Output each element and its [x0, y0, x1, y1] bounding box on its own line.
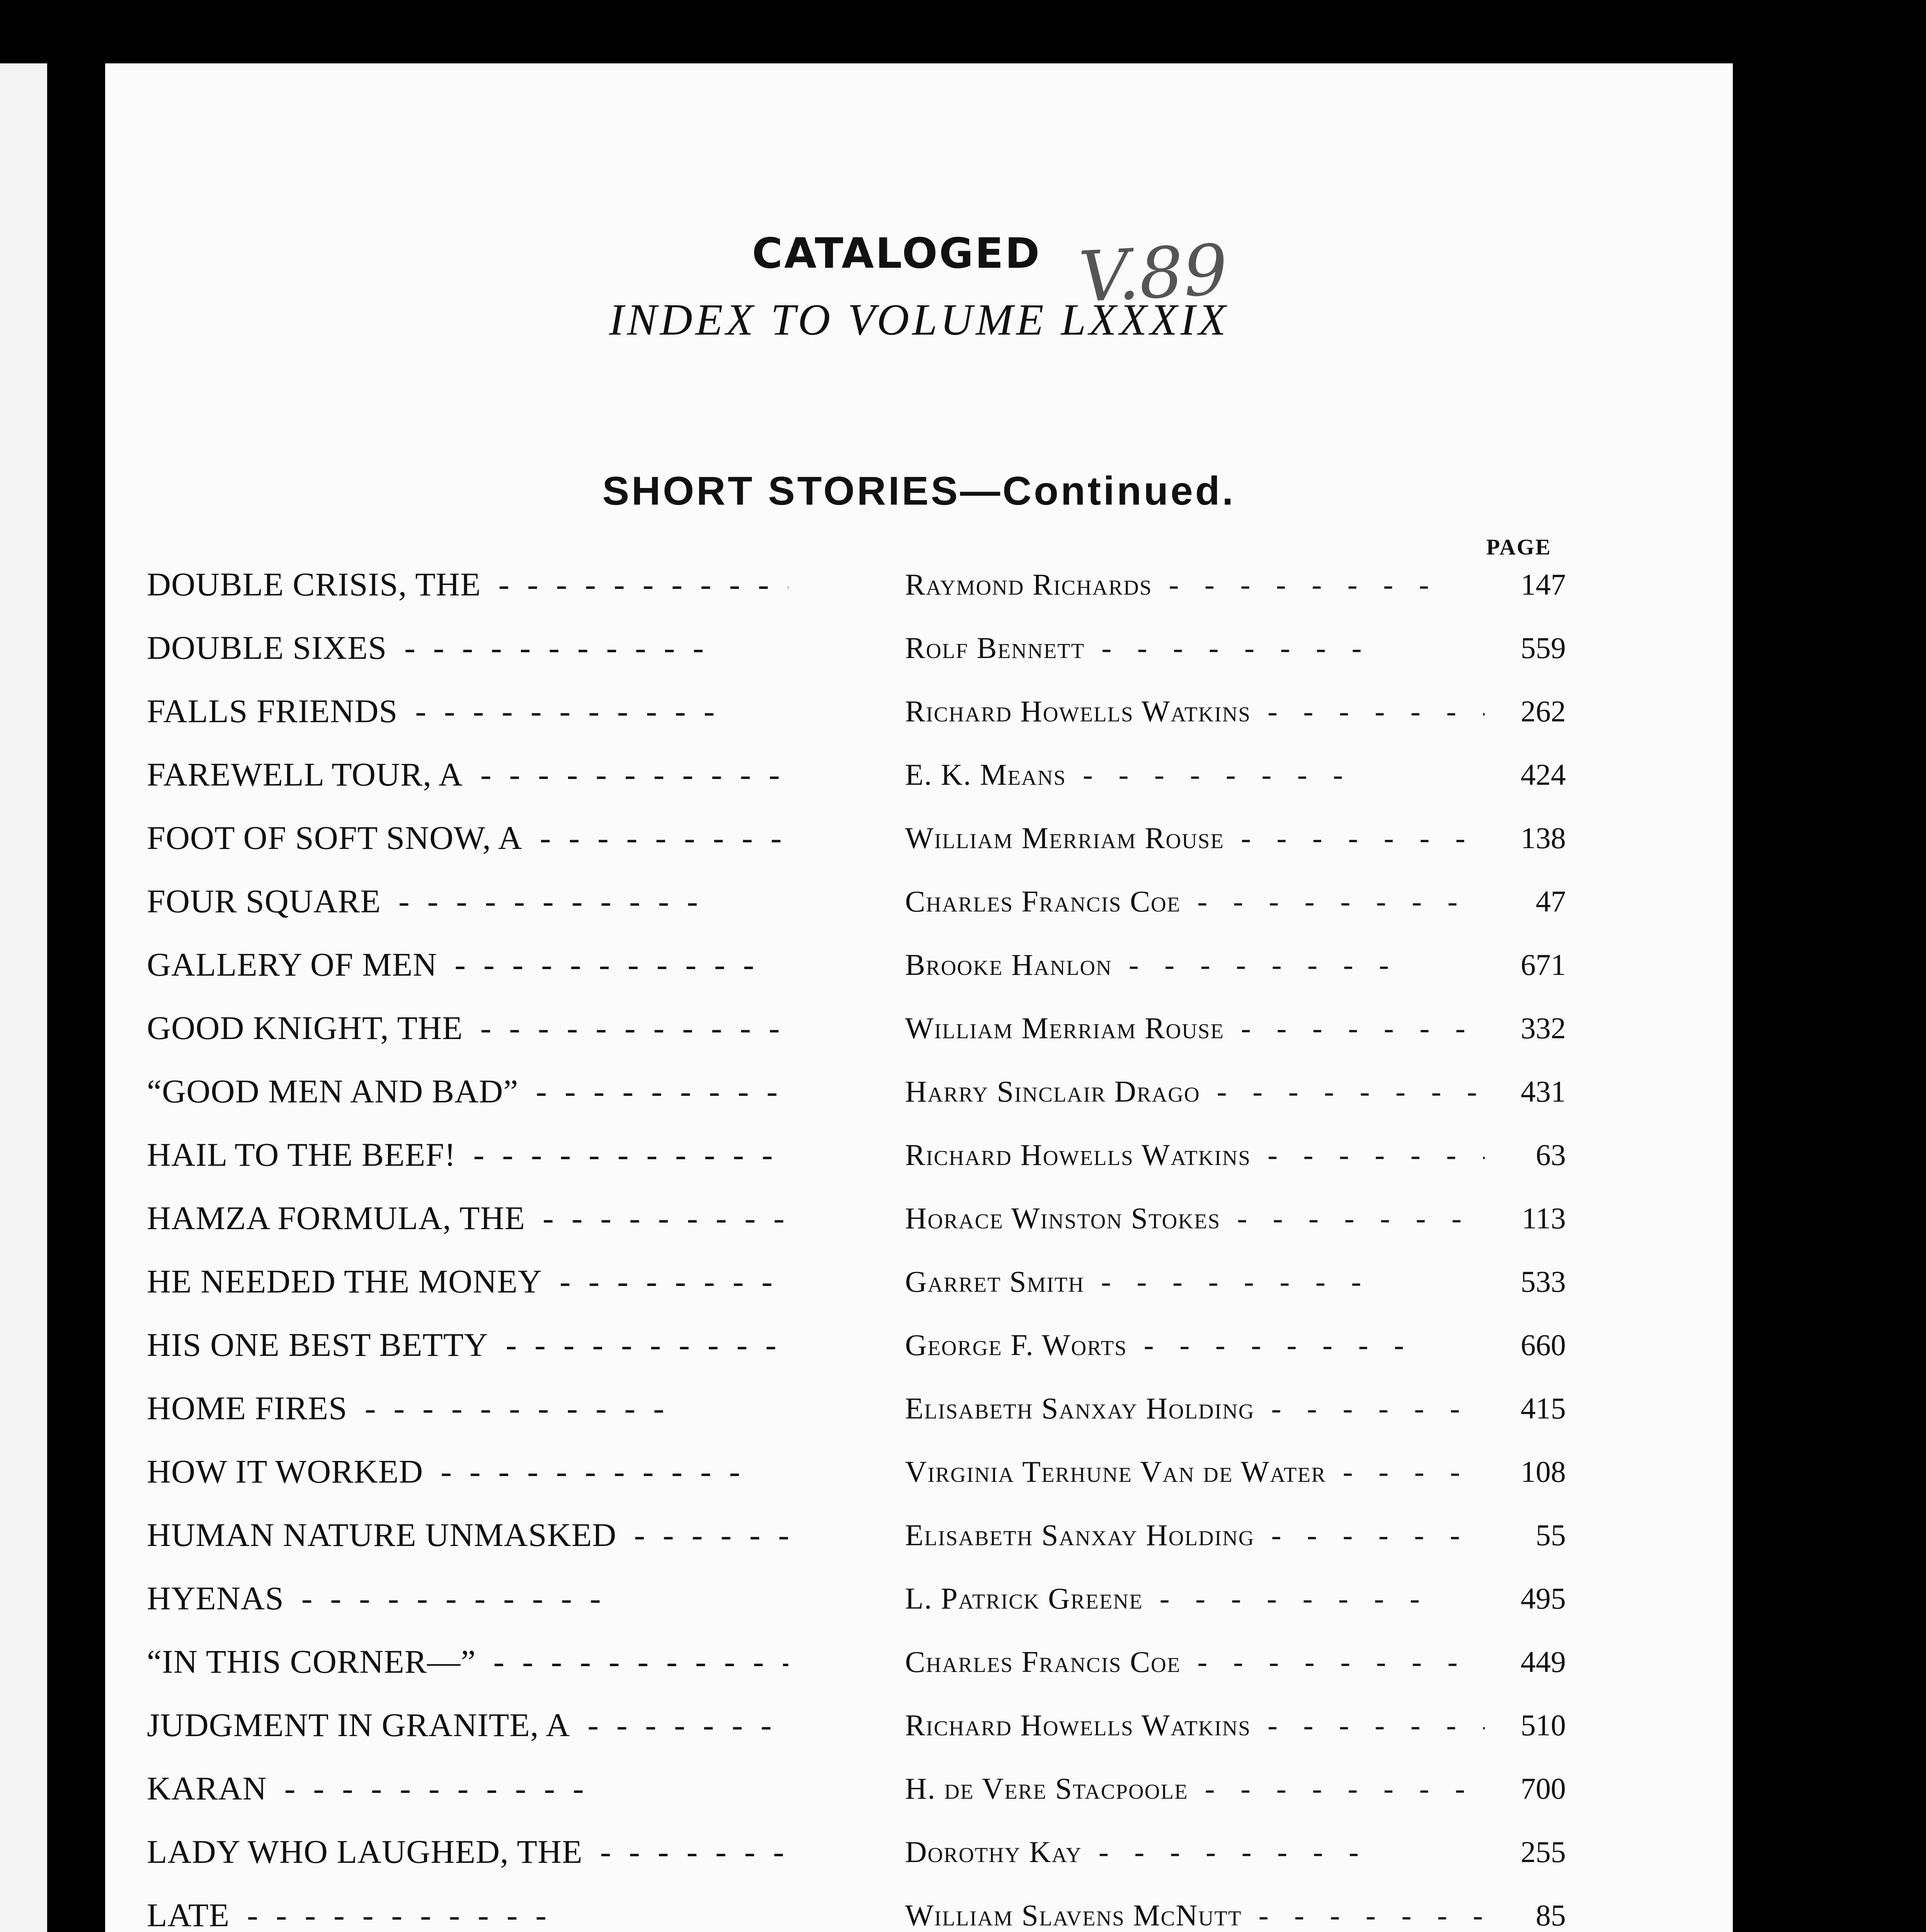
index-entries: [105, 553, 1733, 1932]
story-author: E. K. Means - -: [905, 757, 1485, 792]
story-title: HAMZA FORMULA, THE - -: [147, 1199, 788, 1237]
index-entry: [105, 1757, 1733, 1821]
story-author: William Merriam Rouse - -: [905, 1011, 1485, 1046]
story-author: H. de Vere Stacpoole - -: [905, 1771, 1485, 1806]
index-title: INDEX TO VOLUME LXXXIX: [609, 295, 1229, 345]
index-entry: [105, 743, 1733, 807]
story-page: 138: [1521, 821, 1566, 855]
previous-page-edge: [0, 63, 47, 1932]
story-title: LATE - -: [147, 1896, 788, 1932]
story-author: Richard Howells Watkins - -: [905, 694, 1485, 729]
story-title: FOOT OF SOFT SNOW, A - -: [147, 818, 788, 857]
story-author: Garret Smith - -: [905, 1264, 1485, 1299]
story-title: DOUBLE CRISIS, THE - -: [147, 565, 788, 604]
story-page: 559: [1521, 631, 1566, 665]
index-page: [105, 63, 1733, 1932]
story-title: KARAN - -: [147, 1769, 788, 1808]
story-page: 113: [1521, 1201, 1566, 1235]
story-page: 85: [1536, 1898, 1566, 1932]
index-entry: [105, 807, 1733, 870]
story-page: 55: [1536, 1518, 1566, 1552]
section-title: SHORT STORIES—Continued.: [602, 469, 1236, 514]
index-entry: [105, 1250, 1733, 1314]
story-title: FOUR SQUARE - -: [147, 882, 788, 920]
index-entry: [105, 1377, 1733, 1440]
handwritten-volume-note: V.89: [1077, 230, 1230, 318]
index-entry: [105, 1060, 1733, 1124]
index-entry: [105, 1567, 1733, 1631]
index-entry: [105, 870, 1733, 934]
story-page: 147: [1521, 568, 1566, 601]
story-author: George F. Worts - -: [905, 1328, 1485, 1362]
story-page: 415: [1521, 1391, 1566, 1425]
story-author: Harry Sinclair Drago - -: [905, 1074, 1485, 1109]
story-title: HOME FIRES - -: [147, 1389, 788, 1427]
index-entry: [105, 997, 1733, 1060]
story-title: HIS ONE BEST BETTY - -: [147, 1325, 788, 1364]
story-title: LADY WHO LAUGHED, THE - -: [147, 1832, 788, 1871]
index-entry: [105, 617, 1733, 680]
index-entry: [105, 680, 1733, 743]
story-author: William Merriam Rouse - -: [905, 821, 1485, 855]
story-page: 424: [1521, 758, 1566, 791]
story-author: Charles Francis Coe - -: [905, 1645, 1485, 1679]
story-page: 495: [1521, 1582, 1566, 1615]
index-entry: [105, 1124, 1733, 1187]
story-author: Charles Francis Coe - -: [905, 884, 1485, 919]
story-page: 660: [1521, 1328, 1566, 1362]
story-page: 332: [1521, 1011, 1566, 1045]
story-title: DOUBLE SIXES - -: [147, 628, 788, 667]
page-column-label: PAGE: [1486, 534, 1552, 560]
story-author: Richard Howells Watkins - -: [905, 1708, 1485, 1743]
cataloged-stamp: CATALOGED: [752, 230, 1041, 278]
story-page: 255: [1521, 1835, 1566, 1869]
story-title: FAREWELL TOUR, A - -: [147, 755, 788, 794]
story-page: 671: [1521, 948, 1566, 981]
story-page: 449: [1521, 1645, 1566, 1679]
story-title: “GOOD MEN AND BAD” - -: [147, 1072, 788, 1111]
story-title: GALLERY OF MEN - -: [147, 945, 788, 984]
story-page: 47: [1536, 884, 1566, 918]
story-title: GOOD KNIGHT, THE - -: [147, 1009, 788, 1047]
story-author: Rolf Bennett - -: [905, 631, 1485, 665]
story-author: Richard Howells Watkins - -: [905, 1138, 1485, 1172]
story-title: JUDGMENT IN GRANITE, A - -: [147, 1706, 788, 1744]
story-page: 510: [1521, 1708, 1566, 1742]
story-title: HUMAN NATURE UNMASKED - -: [147, 1515, 788, 1554]
story-title: “IN THIS CORNER—” - -: [147, 1642, 788, 1681]
story-author: Dorothy Kay - -: [905, 1835, 1485, 1869]
story-page: 63: [1536, 1138, 1566, 1172]
index-entry: [105, 1694, 1733, 1757]
story-title: HYENAS - -: [147, 1579, 788, 1617]
story-title: HOW IT WORKED - -: [147, 1452, 788, 1491]
index-entry: [105, 1631, 1733, 1694]
index-entry: [105, 1504, 1733, 1567]
index-entry: [105, 1187, 1733, 1250]
index-entry: [105, 553, 1733, 617]
index-entry: [105, 1314, 1733, 1377]
story-author: Elisabeth Sanxay Holding - -: [905, 1391, 1485, 1426]
story-page: 700: [1521, 1772, 1566, 1805]
story-title: HAIL TO THE BEEF! - -: [147, 1135, 788, 1174]
story-author: Raymond Richards - -: [905, 567, 1485, 602]
story-page: 431: [1521, 1075, 1566, 1108]
index-entry: [105, 1821, 1733, 1884]
index-entry: [105, 1884, 1733, 1932]
story-author: Virginia Terhune Van de Water - -: [905, 1454, 1485, 1489]
index-entry: [105, 934, 1733, 997]
story-page: 533: [1521, 1265, 1566, 1298]
index-entry: [105, 1440, 1733, 1504]
story-author: L. Patrick Greene - -: [905, 1581, 1485, 1616]
story-title: HE NEEDED THE MONEY - -: [147, 1262, 788, 1301]
story-title: FALLS FRIENDS - -: [147, 692, 788, 730]
story-page: 108: [1521, 1455, 1566, 1488]
story-author: Horace Winston Stokes - -: [905, 1201, 1485, 1236]
story-author: Brooke Hanlon - -: [905, 947, 1485, 982]
story-author: Elisabeth Sanxay Holding - -: [905, 1518, 1485, 1553]
story-page: 262: [1521, 694, 1566, 728]
story-author: William Slavens McNutt - -: [905, 1898, 1485, 1932]
